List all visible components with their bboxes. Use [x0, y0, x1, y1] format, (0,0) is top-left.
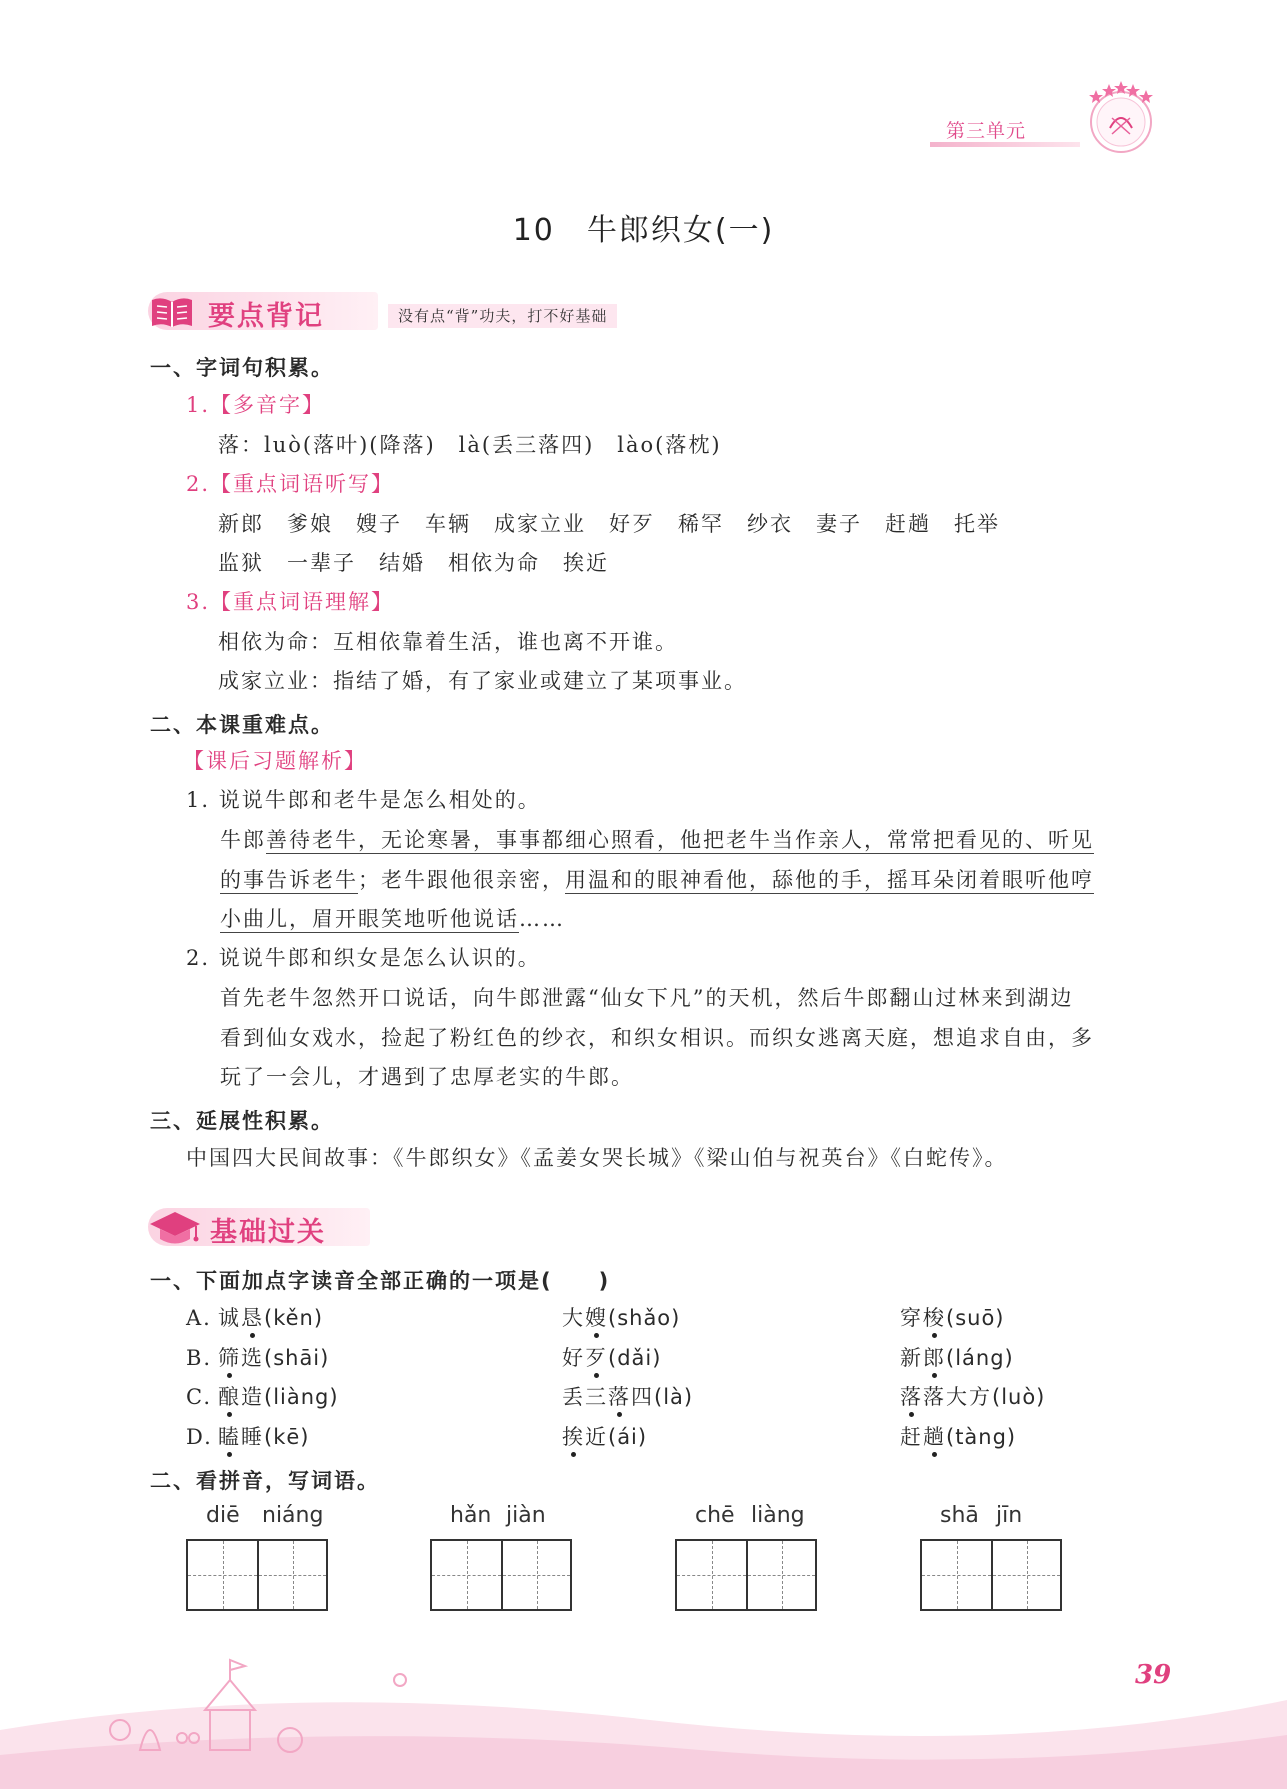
graduation-cap-icon: [148, 1208, 202, 1248]
pinyin-syllable: jīn: [996, 1503, 1023, 1528]
dotted-char: 酿: [218, 1385, 241, 1409]
option-letter[interactable]: A.: [186, 1306, 212, 1330]
section-banner-basics: [148, 1204, 388, 1250]
section-title: 要点背记: [208, 301, 324, 332]
dotted-char: 嫂: [585, 1306, 608, 1330]
answer-line: 首先老牛忽然开口说话，向牛郎泄露“仙女下凡”的天机，然后牛郎翻山过林来到湖边: [220, 986, 1074, 1010]
item-label: 1.【多音字】: [186, 393, 326, 417]
heading-q2: 二、看拼音，写词语。: [150, 1469, 380, 1493]
pinyin-text: (là): [654, 1385, 694, 1409]
item-label: 3.【重点词语理解】: [186, 590, 395, 614]
dotted-char: 歹: [585, 1346, 608, 1370]
answer-line: 牛郎善待老牛，无论寒暑，事事都细心照看，他把老牛当作亲人，常常把看见的、听见: [220, 828, 1094, 852]
publisher-logo-icon: [1082, 78, 1160, 156]
dotted-char: 落: [900, 1385, 923, 1409]
option-letter[interactable]: D.: [186, 1425, 213, 1449]
pinyin-syllable: jiàn: [506, 1503, 546, 1528]
vocab-line: 监狱 一辈子 结婚 相依为命 挨近: [218, 551, 609, 575]
question-line: 1. 说说牛郎和老牛是怎么相处的。: [186, 788, 541, 812]
dotted-char: 趟: [923, 1425, 946, 1449]
grid-cell[interactable]: [677, 1541, 746, 1609]
sub-label: 【课后习题解析】: [183, 749, 367, 773]
option-word: 挨近(ái): [562, 1425, 648, 1449]
pinyin-text: (láng): [946, 1346, 1014, 1370]
option-word: 诚恳(kěn): [218, 1306, 324, 1330]
dotted-char: 郎: [923, 1346, 946, 1370]
pinyin-text: (suō): [946, 1306, 1005, 1330]
answer-line: 的事告诉老牛；老牛跟他很亲密，用温和的眼神看他，舔他的手，摇耳朵闭着眼听他哼: [220, 868, 1094, 892]
heading-part2: 二、本课重难点。: [150, 713, 334, 737]
pinyin-text: (shǎo): [608, 1306, 681, 1330]
page-title: 10 牛郎织女(一): [512, 213, 775, 248]
grid-cell[interactable]: [922, 1541, 991, 1609]
footer-decoration: [0, 1640, 1287, 1789]
grid-cell[interactable]: [188, 1541, 257, 1609]
dotted-char: 恳: [241, 1306, 264, 1330]
option-word: 瞌睡(kē): [218, 1425, 310, 1449]
pinyin-text: (dǎi): [608, 1346, 662, 1370]
section-title: 基础过关: [210, 1217, 326, 1248]
vocab-line: 新郎 爹娘 嫂子 车辆 成家立业 好歹 稀罕 纱衣 妻子 赶趟 托举: [218, 512, 1000, 536]
heading-part3: 三、延展性积累。: [150, 1109, 334, 1133]
grid-cell[interactable]: [746, 1541, 815, 1609]
dotted-char: 筛: [218, 1346, 241, 1370]
dotted-char: 梭: [923, 1306, 946, 1330]
item-label: 2.【重点词语听写】: [186, 472, 395, 496]
option-word: 大嫂(shǎo): [562, 1306, 681, 1330]
option-letter[interactable]: B.: [186, 1346, 213, 1370]
option-word: 新郎(láng): [900, 1346, 1014, 1370]
pinyin-syllable: niáng: [262, 1503, 324, 1528]
pinyin-syllable: chē: [695, 1503, 735, 1528]
pinyin-text: (tàng): [946, 1425, 1017, 1449]
section-motto: 没有点“背”功夫，打不好基础: [388, 304, 617, 328]
pinyin-text: (kē): [264, 1425, 310, 1449]
answer-line: 玩了一会儿，才遇到了忠厚老实的牛郎。: [220, 1065, 634, 1089]
dotted-char: 瞌: [218, 1425, 241, 1449]
polyphone-line: 落：luò(落叶)(降落) là(丢三落四) lào(落枕): [218, 433, 722, 457]
pinyin-syllable: liàng: [751, 1503, 805, 1528]
option-word: 筛选(shāi): [218, 1346, 330, 1370]
answer-line: 小曲儿，眉开眼笑地听他说话……: [220, 907, 565, 931]
grid-cell[interactable]: [991, 1541, 1060, 1609]
option-word: 好歹(dǎi): [562, 1346, 662, 1370]
option-word: 赶趟(tàng): [900, 1425, 1017, 1449]
pinyin-syllable: shā: [940, 1503, 979, 1528]
heading-q1: 一、下面加点字读音全部正确的一项是( ): [150, 1269, 611, 1293]
unit-label: 第三单元: [946, 120, 1027, 142]
pinyin-syllable: hǎn: [450, 1503, 492, 1528]
grid-cell[interactable]: [257, 1541, 326, 1609]
folk-tales-line: 中国四大民间故事：《牛郎织女》《孟姜女哭长城》《梁山伯与祝英台》《白蛇传》。: [186, 1146, 1008, 1170]
pinyin-syllable: diē: [206, 1503, 240, 1528]
book-icon: [148, 294, 196, 330]
answer-line: 看到仙女戏水，捡起了粉红色的纱衣，和织女相识。而织女逃离天庭，想追求自由，多: [220, 1026, 1094, 1050]
question-line: 2. 说说牛郎和织女是怎么认识的。: [186, 946, 541, 970]
heading-part1: 一、字词句积累。: [150, 356, 334, 380]
page-number: 39: [1135, 1660, 1172, 1690]
dotted-char: 挨: [562, 1425, 585, 1449]
writing-grid[interactable]: [920, 1539, 1062, 1611]
dotted-char: 落: [608, 1385, 631, 1409]
pinyin-text: (luò): [992, 1385, 1046, 1409]
option-word: 酿造(liàng): [218, 1385, 339, 1409]
pinyin-text: (liàng): [264, 1385, 339, 1409]
pinyin-text: (kěn): [264, 1306, 324, 1330]
grid-cell[interactable]: [501, 1541, 570, 1609]
definition-line: 相依为命：互相依靠着生活，谁也离不开谁。: [218, 630, 678, 654]
option-word: 穿梭(suō): [900, 1306, 1005, 1330]
writing-grid[interactable]: [430, 1539, 572, 1611]
writing-grid[interactable]: [675, 1539, 817, 1611]
definition-line: 成家立业：指结了婚，有了家业或建立了某项事业。: [218, 669, 747, 693]
option-word: 丢三落四(là): [562, 1385, 694, 1409]
option-letter[interactable]: C.: [186, 1385, 212, 1409]
pinyin-text: (shāi): [264, 1346, 330, 1370]
writing-grid[interactable]: [186, 1539, 328, 1611]
option-word: 落落大方(luò): [900, 1385, 1046, 1409]
pinyin-text: (ái): [608, 1425, 648, 1449]
grid-cell[interactable]: [432, 1541, 501, 1609]
section-banner-key-points: [148, 288, 648, 334]
